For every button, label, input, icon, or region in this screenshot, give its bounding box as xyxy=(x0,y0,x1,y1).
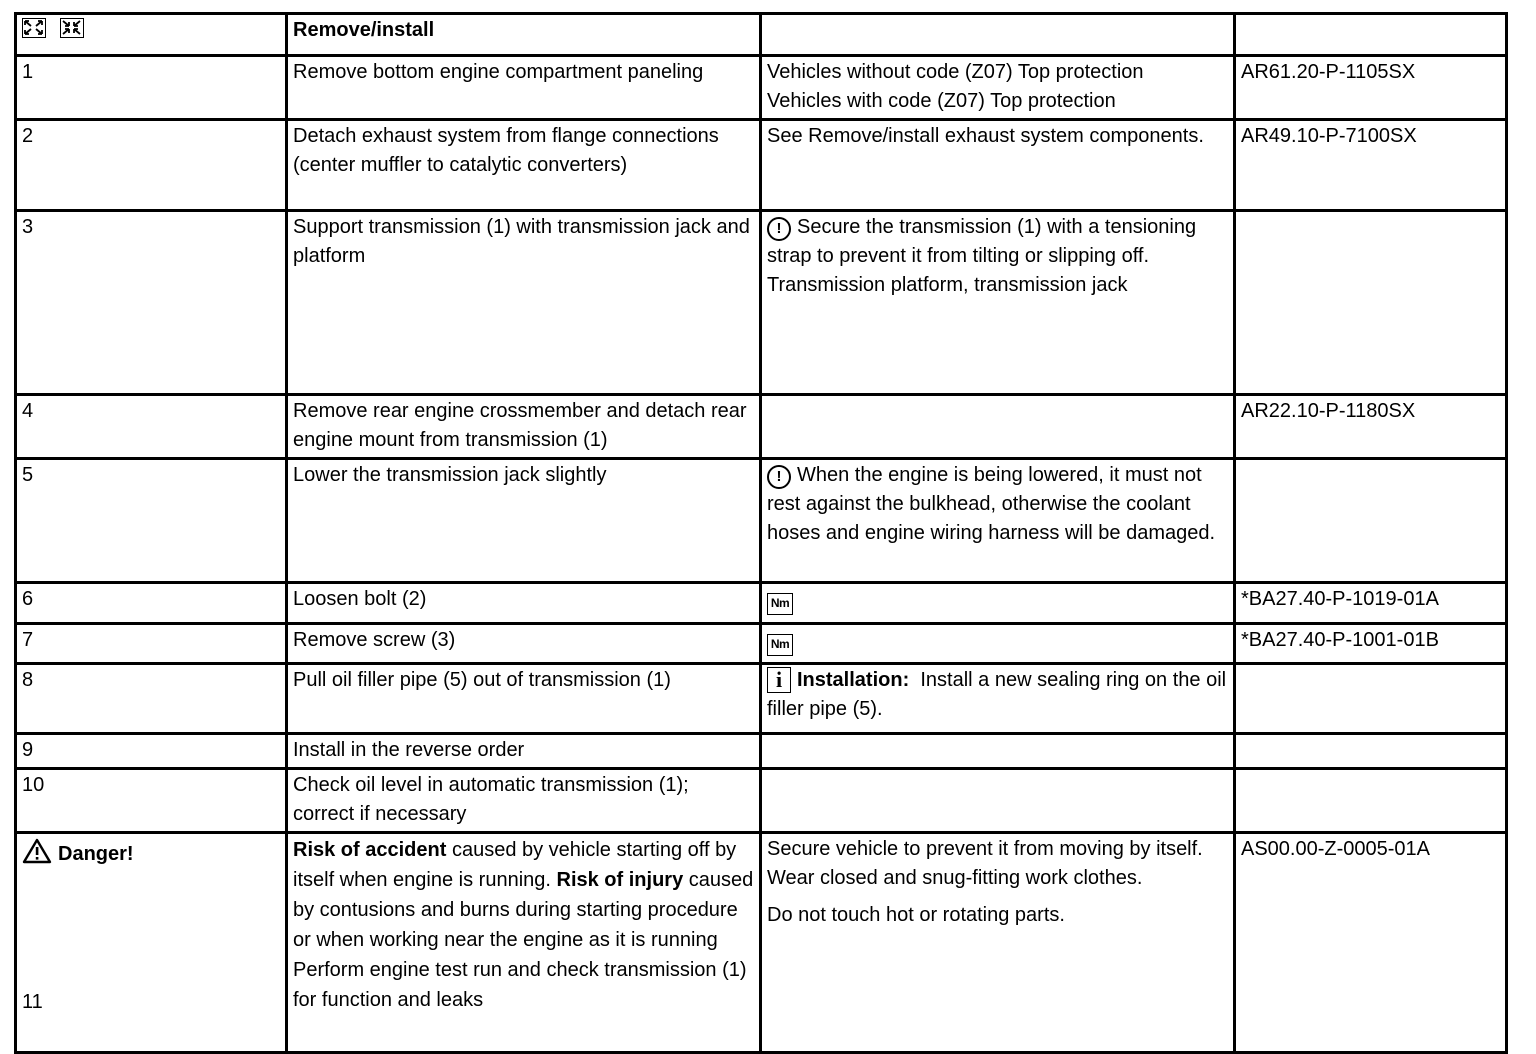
risk-label: Risk of accident xyxy=(293,839,447,861)
table-row xyxy=(16,395,1507,459)
table-row xyxy=(16,734,1507,769)
note-icon: ! xyxy=(767,217,791,241)
header-title: Remove/install xyxy=(287,14,761,56)
step-number: 3 xyxy=(16,211,287,395)
header-icons-cell xyxy=(16,14,287,56)
risk-label: Risk of injury xyxy=(556,869,684,891)
reference-link[interactable]: *BA27.40-P-1019-01A xyxy=(1235,583,1507,624)
header-empty-ref xyxy=(1235,14,1507,56)
step-number: 2 xyxy=(16,120,287,211)
danger-row xyxy=(16,833,1507,1053)
table-row xyxy=(16,56,1507,120)
info-icon: i xyxy=(767,667,791,693)
step-note xyxy=(761,664,1235,734)
reference-link[interactable]: AS00.00-Z-0005-01A xyxy=(1235,833,1507,1053)
reference-empty xyxy=(1235,664,1507,734)
step-number: 6 xyxy=(16,583,287,624)
torque-icon[interactable]: Nm xyxy=(767,593,793,615)
step-note xyxy=(761,211,1235,395)
step-action: Lower the transmission jack slightly xyxy=(287,459,761,583)
step-number: 9 xyxy=(16,734,287,769)
table-row xyxy=(16,459,1507,583)
step-action: Perform engine test run and check transmission (1) for function and leaks xyxy=(293,959,747,1011)
step-number: 8 xyxy=(16,664,287,734)
step-note: See Remove/install exhaust system components. xyxy=(761,120,1235,211)
step-action: Loosen bolt (2) xyxy=(287,583,761,624)
note-line: Secure vehicle to prevent it from moving by itself. xyxy=(767,838,1203,860)
step-action: Install in the reverse order xyxy=(287,734,761,769)
step-note xyxy=(761,624,1235,664)
step-action: Remove bottom engine compartment paneling xyxy=(287,56,761,120)
expand-icon[interactable] xyxy=(22,18,46,38)
step-action: Remove screw (3) xyxy=(287,624,761,664)
reference-empty xyxy=(1235,734,1507,769)
step-number: 5 xyxy=(16,459,287,583)
step-note xyxy=(761,56,1235,120)
reference-empty xyxy=(1235,769,1507,833)
collapse-icon[interactable] xyxy=(60,18,84,38)
reference-empty xyxy=(1235,211,1507,395)
warning-triangle-icon xyxy=(22,838,52,864)
step-note xyxy=(761,734,1235,769)
step-note xyxy=(761,769,1235,833)
note-icon: ! xyxy=(767,465,791,489)
risk-text: caused by contusions and burns during starting procedure or when working near the engine as it is running xyxy=(293,869,754,951)
note-line: Vehicles with code (Z07) Top protection xyxy=(767,90,1116,112)
table-row xyxy=(16,624,1507,664)
step-action: Remove rear engine crossmember and detach rear engine mount from transmission (1) xyxy=(287,395,761,459)
step-note xyxy=(761,583,1235,624)
procedure-table xyxy=(14,12,1508,1054)
reference-empty xyxy=(1235,459,1507,583)
step-number: 7 xyxy=(16,624,287,664)
table-row xyxy=(16,769,1507,833)
header-empty-note xyxy=(761,14,1235,56)
step-number: 11 xyxy=(22,991,43,1013)
note-text: When the engine is being lowered, it must not rest against the bulkhead, otherwise the coolant hoses and engine wiring harness will be damaged. xyxy=(767,464,1216,544)
step-number: 10 xyxy=(16,769,287,833)
table-row xyxy=(16,211,1507,395)
torque-icon[interactable]: Nm xyxy=(767,634,793,656)
table-row xyxy=(16,583,1507,624)
table-row xyxy=(16,120,1507,211)
table-row xyxy=(16,664,1507,734)
danger-label: Danger! xyxy=(58,843,134,865)
risk-text: caused by vehicle starting off by itself when engine is running. xyxy=(293,839,737,891)
note-line: Wear closed and snug-fitting work clothes. xyxy=(767,867,1143,889)
danger-step-cell xyxy=(16,833,287,1053)
step-action: Detach exhaust system from flange connections (center muffler to catalytic converters) xyxy=(287,120,761,211)
note-line: Vehicles without code (Z07) Top protection xyxy=(767,61,1144,83)
reference-link[interactable]: AR61.20-P-1105SX xyxy=(1235,56,1507,120)
reference-link[interactable]: *BA27.40-P-1001-01B xyxy=(1235,624,1507,664)
step-action: Support transmission (1) with transmission jack and platform xyxy=(287,211,761,395)
note-line: Transmission platform, transmission jack xyxy=(767,274,1128,296)
step-action: Check oil level in automatic transmission (1); correct if necessary xyxy=(287,769,761,833)
reference-link[interactable]: AR22.10-P-1180SX xyxy=(1235,395,1507,459)
note-text: Secure the transmission (1) with a tensioning strap to prevent it from tilting or slipping off. xyxy=(767,216,1197,267)
note-line: Do not touch hot or rotating parts. xyxy=(767,904,1065,926)
step-number: 1 xyxy=(16,56,287,120)
note-label: Installation: xyxy=(797,669,910,691)
note-text: Install a new sealing ring on the oil filler pipe (5). xyxy=(767,669,1227,720)
step-note xyxy=(761,395,1235,459)
step-action: Pull oil filler pipe (5) out of transmission (1) xyxy=(287,664,761,734)
danger-note xyxy=(761,833,1235,1053)
step-number: 4 xyxy=(16,395,287,459)
step-note xyxy=(761,459,1235,583)
reference-link[interactable]: AR49.10-P-7100SX xyxy=(1235,120,1507,211)
header-row xyxy=(16,14,1507,56)
danger-action xyxy=(287,833,761,1053)
